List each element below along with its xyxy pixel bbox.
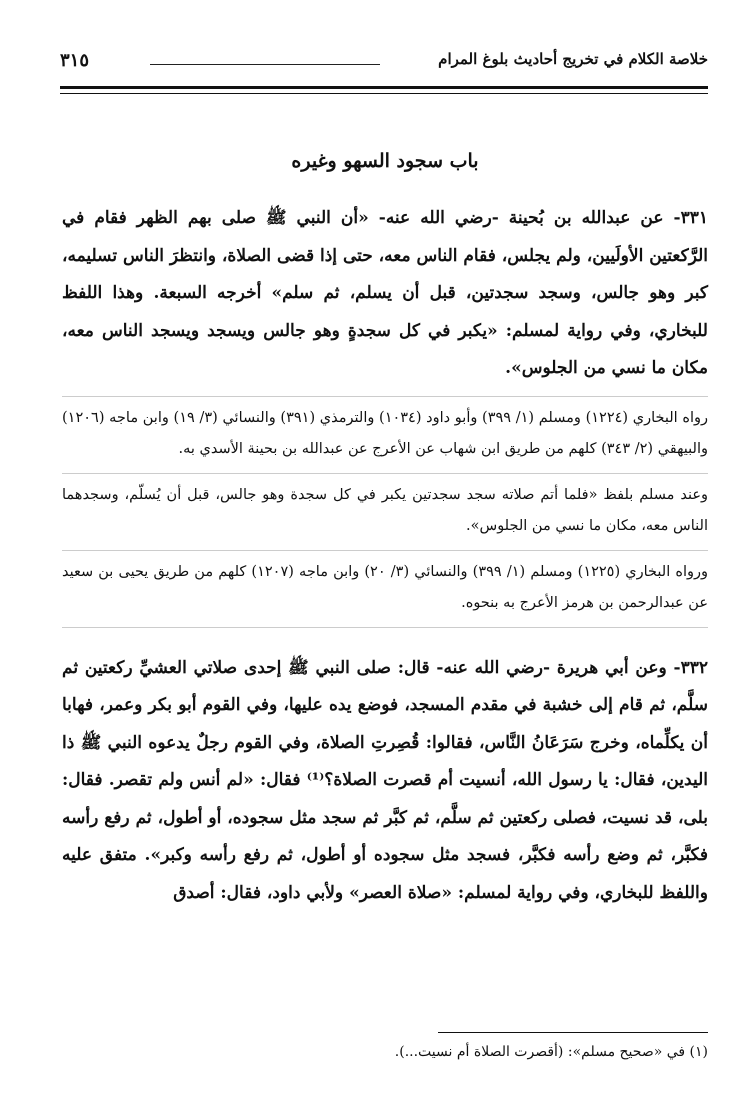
divider [62, 396, 708, 397]
divider [62, 473, 708, 474]
header-rule-thick [60, 86, 708, 89]
footnote-rule [438, 1032, 708, 1033]
page-body [62, 150, 708, 912]
page-header [60, 48, 708, 76]
divider [62, 627, 708, 628]
hadith-332: ٣٣٢- وعن أبي هريرة -رضي الله عنه- قال: صلى النبي ﷺ إحدى صلاتي العشيِّ ركعتين ثم سلَّم، ثم قام إلى خشبة في مقدم المسجد، فوضع يده عليها، وفي القوم أبو بكر وعمر، فهابا أن يكلِّماه، وخرج سَرَعَانُ النَّاس، فقالوا: قُصِرتِ الصلاة، وفي القوم رجلٌ يدعوه النبي ﷺ ذا اليدين، فقال: يا رسول الله، أنسيت أم قصرت الصلاة؟⁽¹⁾ فقال: «لم أنس ولم تقصر. فقال: بلى، قد نسيت، فصلى ركعتين ثم سلَّم، ثم كبَّر ثم سجد مثل سجوده، أو أطول، ثم رفع رأسه فكبَّر، ثم وضع رأسه فكبَّر، فسجد مثل سجوده أو أطول، ثم رفع رأسه وكبر». متفق عليه واللفظ للبخاري، وفي رواية لمسلم: «صلاة العصر» ولأبي داود، فقال: أصدق [62, 657, 708, 903]
header-dash-line [150, 64, 380, 65]
divider [62, 550, 708, 551]
header-rule-thin [60, 93, 708, 94]
takhrij-paragraph-3: ورواه البخاري (١٢٢٥) ومسلم (١/ ٣٩٩) والنسائي (٣/ ٢٠) وابن ماجه (١٢٠٧) كلهم من طريق يحيى بن سعيد عن عبدالرحمن بن هرمز الأعرج به بنحوه. [62, 563, 708, 611]
page-number: ٣١٥ [60, 50, 90, 71]
takhrij-paragraph-1: رواه البخاري (١٢٢٤) ومسلم (١/ ٣٩٩) وأبو داود (١٠٣٤) والترمذي (٣٩١) والنسائي (٣/ ١٩) وابن ماجه (١٢٠٦) والبيهقي (٢/ ٣٤٣) كلهم من طريق ابن شهاب عن الأعرج عن عبدالله بن بحينة الأسدي به. [62, 409, 708, 457]
hadith-331: ٣٣١- عن عبدالله بن بُحينة -رضي الله عنه- «أن النبي ﷺ صلى بهم الظهر فقام في الرَّكعتين الأولَيين، ولم يجلس، فقام الناس معه، حتى إذا قضى الصلاة، وانتظرَ الناس تسليمه، كبر وهو جالس، وسجد سجدتين، قبل أن يسلم، ثم سلم» أخرجه السبعة. وهذا اللفظ للبخاري، وفي رواية لمسلم: «يكبر في كل سجدةٍ وهو جالس ويسجد ويسجد الناس معه، مكان ما نسي من الجلوس». [62, 208, 708, 378]
chapter-title: باب سجود السهو وغيره [291, 150, 479, 172]
footnote: (١) في «صحيح مسلم»: (أقصرت الصلاة أم نسيت...). [394, 1044, 708, 1060]
takhrij-paragraph-2: وعند مسلم بلفظ «فلما أتم صلاته سجد سجدتين يكبر في كل سجدة وهو جالس، قبل أن يُسلّم، وسجدهما الناس معه، مكان ما نسي من الجلوس». [62, 486, 708, 534]
running-title: خلاصة الكلام في تخريج أحاديث بلوغ المرام [438, 50, 708, 68]
